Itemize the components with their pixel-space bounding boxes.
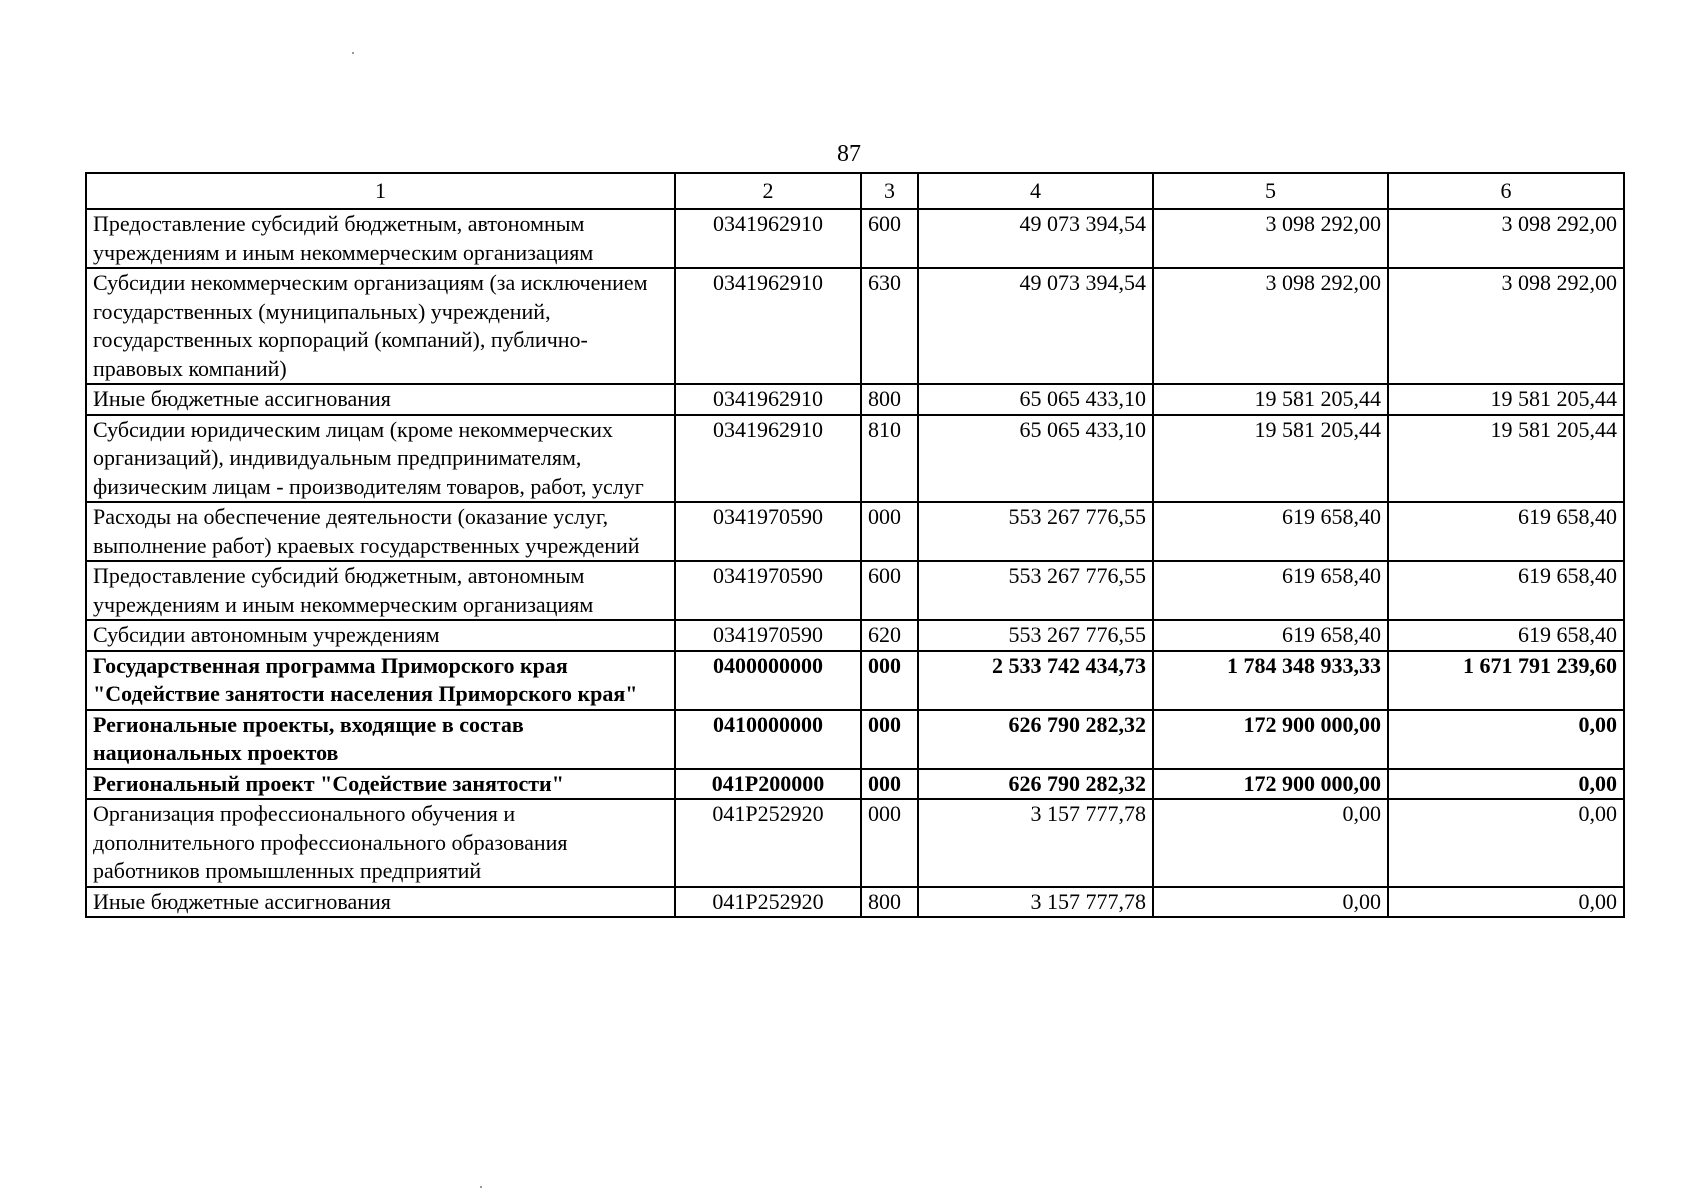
table-row xyxy=(86,561,1624,620)
row-expense-type: 000 xyxy=(861,710,918,769)
row-amount-col4: 49 073 394,54 xyxy=(918,209,1153,268)
row-name: Предоставление субсидий бюджетным, автономным учреждениям и иным некоммерческим организациям xyxy=(86,209,675,268)
row-amount-col5: 619 658,40 xyxy=(1153,502,1388,561)
row-target-code: 0410000000 xyxy=(675,710,861,769)
row-name: Субсидии автономным учреждениям xyxy=(86,620,675,651)
row-amount-col4: 553 267 776,55 xyxy=(918,620,1153,651)
table-body xyxy=(86,209,1624,917)
row-target-code: 0341970590 xyxy=(675,561,861,620)
row-target-code: 041P252920 xyxy=(675,887,861,918)
budget-table xyxy=(85,172,1625,918)
row-amount-col6: 1 671 791 239,60 xyxy=(1388,651,1624,710)
row-target-code: 0341962910 xyxy=(675,415,861,503)
table-row xyxy=(86,620,1624,651)
row-expense-type: 000 xyxy=(861,769,918,800)
row-expense-type: 000 xyxy=(861,502,918,561)
column-header-5: 5 xyxy=(1153,173,1388,209)
row-amount-col6: 3 098 292,00 xyxy=(1388,209,1624,268)
row-name: Предоставление субсидий бюджетным, автономным учреждениям и иным некоммерческим организациям xyxy=(86,561,675,620)
row-amount-col5: 3 098 292,00 xyxy=(1153,268,1388,384)
scan-speck xyxy=(352,52,354,54)
row-name: Региональные проекты, входящие в состав национальных проектов xyxy=(86,710,675,769)
row-amount-col6: 0,00 xyxy=(1388,769,1624,800)
row-name: Иные бюджетные ассигнования xyxy=(86,887,675,918)
row-amount-col4: 626 790 282,32 xyxy=(918,769,1153,800)
table-row xyxy=(86,651,1624,710)
row-amount-col5: 19 581 205,44 xyxy=(1153,384,1388,415)
table-row xyxy=(86,502,1624,561)
row-amount-col4: 3 157 777,78 xyxy=(918,799,1153,887)
row-amount-col5: 172 900 000,00 xyxy=(1153,769,1388,800)
row-name: Организация профессионального обучения и дополнительного профессионального образования работников промышленных предприятий xyxy=(86,799,675,887)
table-row xyxy=(86,769,1624,800)
row-amount-col5: 619 658,40 xyxy=(1153,620,1388,651)
table-row xyxy=(86,710,1624,769)
row-amount-col5: 0,00 xyxy=(1153,887,1388,918)
row-amount-col6: 3 098 292,00 xyxy=(1388,268,1624,384)
row-amount-col4: 2 533 742 434,73 xyxy=(918,651,1153,710)
table-row xyxy=(86,799,1624,887)
row-target-code: 041P200000 xyxy=(675,769,861,800)
row-amount-col5: 19 581 205,44 xyxy=(1153,415,1388,503)
row-amount-col5: 0,00 xyxy=(1153,799,1388,887)
table-row xyxy=(86,887,1624,918)
row-amount-col6: 619 658,40 xyxy=(1388,561,1624,620)
row-amount-col5: 619 658,40 xyxy=(1153,561,1388,620)
row-target-code: 0341970590 xyxy=(675,620,861,651)
row-expense-type: 800 xyxy=(861,384,918,415)
row-name: Государственная программа Приморского края "Содействие занятости населения Приморского края" xyxy=(86,651,675,710)
row-amount-col4: 626 790 282,32 xyxy=(918,710,1153,769)
row-amount-col6: 0,00 xyxy=(1388,799,1624,887)
row-amount-col6: 19 581 205,44 xyxy=(1388,384,1624,415)
row-name: Субсидии юридическим лицам (кроме некоммерческих организаций), индивидуальным предпринимателям, физическим лицам - производителям товаров, работ, услуг xyxy=(86,415,675,503)
column-header-6: 6 xyxy=(1388,173,1624,209)
row-target-code: 0341962910 xyxy=(675,384,861,415)
scan-speck xyxy=(480,1186,482,1188)
row-amount-col4: 65 065 433,10 xyxy=(918,384,1153,415)
row-target-code: 0341970590 xyxy=(675,502,861,561)
row-amount-col4: 49 073 394,54 xyxy=(918,268,1153,384)
row-expense-type: 600 xyxy=(861,561,918,620)
row-name: Региональный проект "Содействие занятости" xyxy=(86,769,675,800)
table-row xyxy=(86,384,1624,415)
row-expense-type: 600 xyxy=(861,209,918,268)
row-expense-type: 000 xyxy=(861,799,918,887)
row-amount-col4: 65 065 433,10 xyxy=(918,415,1153,503)
table-row xyxy=(86,415,1624,503)
row-amount-col5: 172 900 000,00 xyxy=(1153,710,1388,769)
row-expense-type: 800 xyxy=(861,887,918,918)
column-header-3: 3 xyxy=(861,173,918,209)
row-target-code: 0341962910 xyxy=(675,268,861,384)
row-name: Субсидии некоммерческим организациям (за исключением государственных (муниципальных) учреждений, государственных корпораций (компаний), публично-правовых компаний) xyxy=(86,268,675,384)
table-row xyxy=(86,209,1624,268)
row-target-code: 0341962910 xyxy=(675,209,861,268)
row-amount-col6: 619 658,40 xyxy=(1388,620,1624,651)
table-row xyxy=(86,268,1624,384)
page-number: 87 xyxy=(837,141,861,167)
row-amount-col6: 0,00 xyxy=(1388,887,1624,918)
row-expense-type: 810 xyxy=(861,415,918,503)
row-name: Расходы на обеспечение деятельности (оказание услуг, выполнение работ) краевых государственных учреждений xyxy=(86,502,675,561)
column-header-4: 4 xyxy=(918,173,1153,209)
row-amount-col6: 619 658,40 xyxy=(1388,502,1624,561)
row-expense-type: 620 xyxy=(861,620,918,651)
row-amount-col4: 3 157 777,78 xyxy=(918,887,1153,918)
row-amount-col6: 0,00 xyxy=(1388,710,1624,769)
row-amount-col5: 3 098 292,00 xyxy=(1153,209,1388,268)
header-row xyxy=(86,173,1624,209)
row-target-code: 0400000000 xyxy=(675,651,861,710)
row-expense-type: 000 xyxy=(861,651,918,710)
row-name: Иные бюджетные ассигнования xyxy=(86,384,675,415)
row-amount-col4: 553 267 776,55 xyxy=(918,561,1153,620)
row-amount-col5: 1 784 348 933,33 xyxy=(1153,651,1388,710)
row-expense-type: 630 xyxy=(861,268,918,384)
column-header-1: 1 xyxy=(86,173,675,209)
column-header-2: 2 xyxy=(675,173,861,209)
row-target-code: 041P252920 xyxy=(675,799,861,887)
row-amount-col6: 19 581 205,44 xyxy=(1388,415,1624,503)
row-amount-col4: 553 267 776,55 xyxy=(918,502,1153,561)
